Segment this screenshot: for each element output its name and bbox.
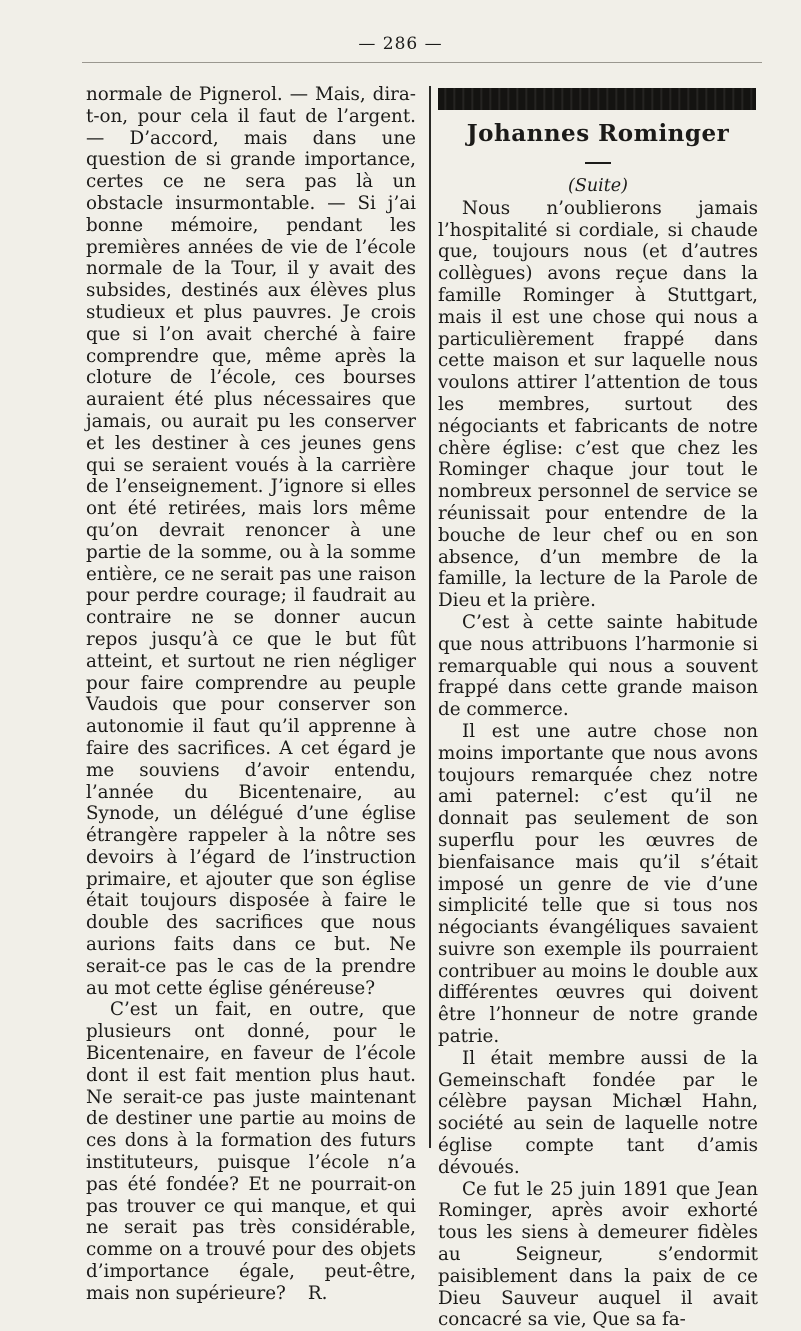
right-paragraph-2: C’est à cette sainte habitude que nous attribuons l’harmonie si remarquable qui nous a souvent frappé dans cette grande maison de commerce.: [438, 611, 758, 721]
right-column: [438, 84, 758, 1331]
title-dash: [585, 162, 611, 164]
article-title: Johannes Rominger: [466, 120, 730, 147]
left-paragraph-2: [86, 999, 416, 1304]
column-divider: [429, 86, 431, 1148]
right-paragraph-4: Il était membre aussi de la Gemeinschaft fondée par le célèbre paysan Michæl Hahn, société au sein de laquelle notre église compte tant d’amis dévoués.: [438, 1047, 758, 1178]
top-rule: [82, 62, 762, 63]
article-subtitle: (Suite): [568, 176, 628, 196]
article-header-bar: [438, 88, 756, 110]
page-number: — 286 —: [358, 34, 443, 54]
left-column: [86, 84, 416, 1305]
left-paragraph-1: normale de Pignerol. — Mais, dira-t-on, pour cela il faut de l’argent. — D’accord, mais dans une question de si grande importance, certes ce ne sera pas là un obstacle insurmontable. — Si j’ai bonne mémoire, pendant les premières années de vie de l’école normale de la Tour, il y avait des subsides, destinés aux élèves plus studieux et plus pauvres. Je crois que si l’on avait cherché à faire comprendre que, même après la cloture de l’école, ces bourses auraient été plus nécessaires que jamais, ou aurait pu les conserver et les destiner à ces jeunes gens qui se seraient voués à la carrière de l’enseignement. J’ignore si elles ont été retirées, mais lors même qu’on devrait renoncer à une partie de la somme, ou à la somme entière, ce ne serait pas une raison pour perdre courage; il faudrait au contraire ne se donner aucun repos jusqu’à ce que le but fût atteint, et surtout ne rien négliger pour faire comprendre au peuple Vaudois que pour conserver son autonomie il faut qu’il apprenne à faire des sacrifices. A cet égard je me souviens d’avoir entendu, l’année du Bicentenaire, au Synode, un délégué d’une église étrangère rappeler à la nôtre ses devoirs à l’égard de l’instruction primaire, et ajouter que son église était toujours disposée à faire le double des sacrifices que nous aurions faits dans ce but. Ne serait-ce pas le cas de la prendre au mot cette église généreuse?: [86, 84, 416, 999]
right-paragraph-3: Il est une autre chose non moins importante que nous avons toujours remarquée chez notre ami paternel: c’est qu’il ne donnait pas seulement de son superflu pour les œuvres de bienfaisance mais qu’il s’était imposé un genre de vie d’une simplicité telle que si tous nos négociants évangéliques savaient suivre son exemple ils pourraient contribuer au moins le double aux différentes œuvres qui doivent être l’honneur de notre grande patrie.: [438, 720, 758, 1048]
signature: R.: [307, 1282, 328, 1304]
right-paragraph-1: Nous n’oublierons jamais l’hospitalité si cordiale, si chaude que, toujours nous (et d’autres collègues) avons reçue dans la famille Rominger à Stuttgart, mais il est une chose qui nous a particulièrement frappé dans cette maison et sur laquelle nous voulons attirer l’attention de tous les membres, surtout des négociants et fabricants de notre chère église: c’est que chez les Rominger chaque jour tout le nombreux personnel de service se réunissait pour entendre de la bouche de leur chef ou en son absence, d’un membre de la famille, la lecture de la Parole de Dieu et la prière.: [438, 197, 758, 612]
left-paragraph-2-text: C’est un fait, en outre, que plusieurs ont donné, pour le Bicentenaire, en faveur de l’école dont il est fait mention plus haut. Ne serait-ce pas juste maintenant de destiner une partie au moins de ces dons à la formation des futurs instituteurs, puisque l’école n’a pas été fondée? Et ne pourrait-on pas trouver ce qui manque, et qui ne serait pas très considérable, comme on a trouvé pour des objets d’importance égale, peut-être, mais non supérieure?: [86, 999, 416, 1304]
right-paragraph-5: Ce fut le 25 juin 1891 que Jean Rominger, après avoir exhorté tous les siens à demeurer fidèles au Seigneur, s’endormit paisiblement dans la paix de ce Dieu Sauveur auquel il avait concacré sa vie, Que sa fa-: [438, 1178, 758, 1331]
